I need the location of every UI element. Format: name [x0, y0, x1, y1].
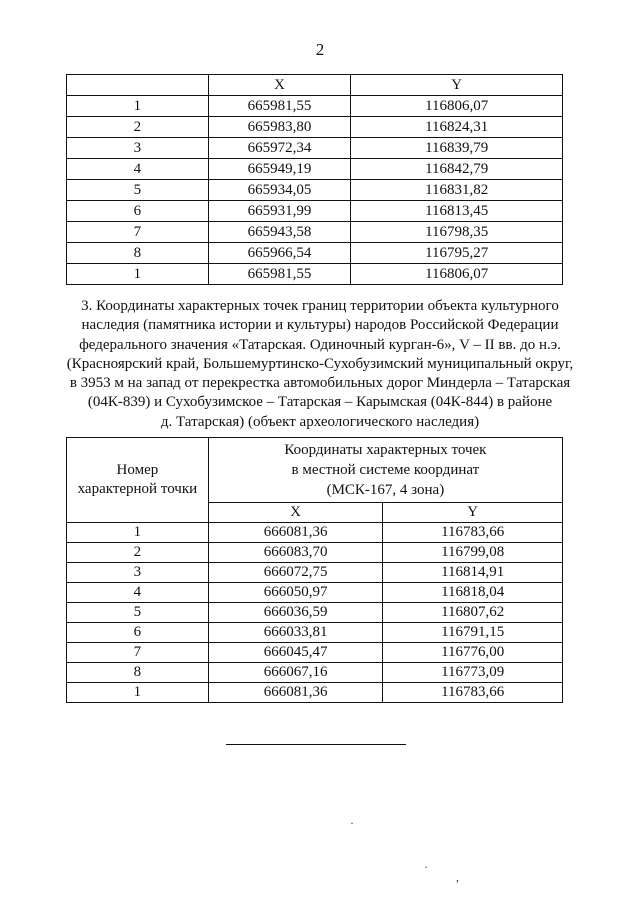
x-cell: 665972,34	[208, 138, 351, 159]
y-cell: 116806,07	[351, 96, 563, 117]
page-number: 2	[315, 40, 325, 59]
table-row	[67, 96, 563, 117]
table-row	[67, 159, 563, 180]
table-row	[67, 180, 563, 201]
x-cell: 666072,75	[208, 563, 383, 583]
y-cell: 116842,79	[351, 159, 563, 180]
table-row	[67, 623, 563, 643]
point-number-cell: 2	[67, 117, 209, 138]
section-text-line: наследия (памятника истории и культуры) народов Российской Федерации	[81, 317, 559, 334]
table-row	[67, 663, 563, 683]
point-number-cell: 4	[67, 159, 209, 180]
y-cell: 116807,62	[383, 603, 563, 623]
table-row	[67, 643, 563, 663]
table-header-row	[67, 75, 563, 96]
y-cell: 116783,66	[383, 523, 563, 543]
x-cell: 666081,36	[208, 523, 383, 543]
point-number-cell: 3	[67, 563, 209, 583]
table-row	[67, 683, 563, 703]
x-cell: 666050,97	[208, 583, 383, 603]
point-number-cell: 1	[67, 264, 209, 285]
point-number-cell: 1	[67, 96, 209, 117]
section-3-description	[50, 297, 590, 432]
point-number-cell: 5	[67, 603, 209, 623]
x-cell: 666036,59	[208, 603, 383, 623]
coordinates-table-2	[66, 437, 563, 703]
x-cell: 665943,58	[208, 222, 351, 243]
table-row	[67, 243, 563, 264]
point-number-cell: 6	[67, 623, 209, 643]
y-cell: 116783,66	[383, 683, 563, 703]
table-row	[67, 543, 563, 563]
y-cell: 116776,00	[383, 643, 563, 663]
table-row	[67, 523, 563, 543]
header-coordinates-line: Координаты характерных точек	[284, 442, 487, 458]
header-y: Y	[351, 75, 563, 96]
scan-speck: ,	[456, 870, 459, 884]
header-x: X	[208, 503, 383, 523]
header-x: X	[208, 75, 351, 96]
coordinates-table-1	[66, 74, 563, 285]
y-cell: 116839,79	[351, 138, 563, 159]
table-row	[67, 201, 563, 222]
table-row	[67, 563, 563, 583]
y-cell: 116798,35	[351, 222, 563, 243]
y-cell: 116799,08	[383, 543, 563, 563]
x-cell: 665931,99	[208, 201, 351, 222]
x-cell: 666083,70	[208, 543, 383, 563]
point-number-cell: 1	[67, 683, 209, 703]
point-number-cell: 3	[67, 138, 209, 159]
point-number-cell: 8	[67, 663, 209, 683]
table-row	[67, 222, 563, 243]
header-coordinates	[208, 438, 562, 503]
x-cell: 666033,81	[208, 623, 383, 643]
x-cell: 665983,80	[208, 117, 351, 138]
y-cell: 116824,31	[351, 117, 563, 138]
point-number-cell: 5	[67, 180, 209, 201]
y-cell: 116791,15	[383, 623, 563, 643]
header-coordinates-line: (МСК-167, 4 зона)	[326, 482, 445, 498]
point-number-cell: 7	[67, 222, 209, 243]
x-cell: 666045,47	[208, 643, 383, 663]
point-number-cell: 1	[67, 523, 209, 543]
x-cell: 665934,05	[208, 180, 351, 201]
x-cell: 665949,19	[208, 159, 351, 180]
scan-speck: ·	[424, 860, 428, 874]
section-text-line: (04К-839) и Сухобузимское – Татарская – Карымская (04К-844) в районе	[87, 394, 553, 411]
table-row	[67, 603, 563, 623]
x-cell: 666067,16	[208, 663, 383, 683]
section-text-line: д. Татарская) (объект археологического наследия)	[160, 413, 480, 430]
header-point-number	[67, 438, 209, 523]
y-cell: 116773,09	[383, 663, 563, 683]
header-point-number-line: характерной точки	[77, 481, 198, 497]
x-cell: 666081,36	[208, 683, 383, 703]
table-row	[67, 117, 563, 138]
section-text-line: 3. Координаты характерных точек границ территории объекта культурного	[81, 298, 559, 314]
y-cell: 116814,91	[383, 563, 563, 583]
section-text-line: (Красноярский край, Большемуртинско-Сухобузимский муниципальный округ,	[66, 355, 574, 372]
y-cell: 116831,82	[351, 180, 563, 201]
table-row	[67, 583, 563, 603]
header-y: Y	[383, 503, 563, 523]
y-cell: 116818,04	[383, 583, 563, 603]
point-number-cell: 8	[67, 243, 209, 264]
header-empty-cell	[67, 75, 209, 96]
section-text-line: в 3953 м на запад от перекрестка автомобильных дорог Миндерла – Татарская	[69, 375, 571, 392]
point-number-cell: 6	[67, 201, 209, 222]
header-coordinates-line: в местной системе координат	[291, 462, 480, 478]
y-cell: 116813,45	[351, 201, 563, 222]
header-point-number-line: Номер	[116, 462, 159, 478]
point-number-cell: 4	[67, 583, 209, 603]
point-number-cell: 7	[67, 643, 209, 663]
scan-speck: ·	[350, 816, 354, 830]
y-cell: 116806,07	[351, 264, 563, 285]
y-cell: 116795,27	[351, 243, 563, 264]
table-row	[67, 138, 563, 159]
x-cell: 665966,54	[208, 243, 351, 264]
point-number-cell: 2	[67, 543, 209, 563]
end-divider-line	[226, 744, 406, 745]
x-cell: 665981,55	[208, 264, 351, 285]
table-row	[67, 264, 563, 285]
x-cell: 665981,55	[208, 96, 351, 117]
section-text-line: федерального значения «Татарская. Одиночный курган-6», V – II вв. до н.э.	[79, 336, 561, 353]
